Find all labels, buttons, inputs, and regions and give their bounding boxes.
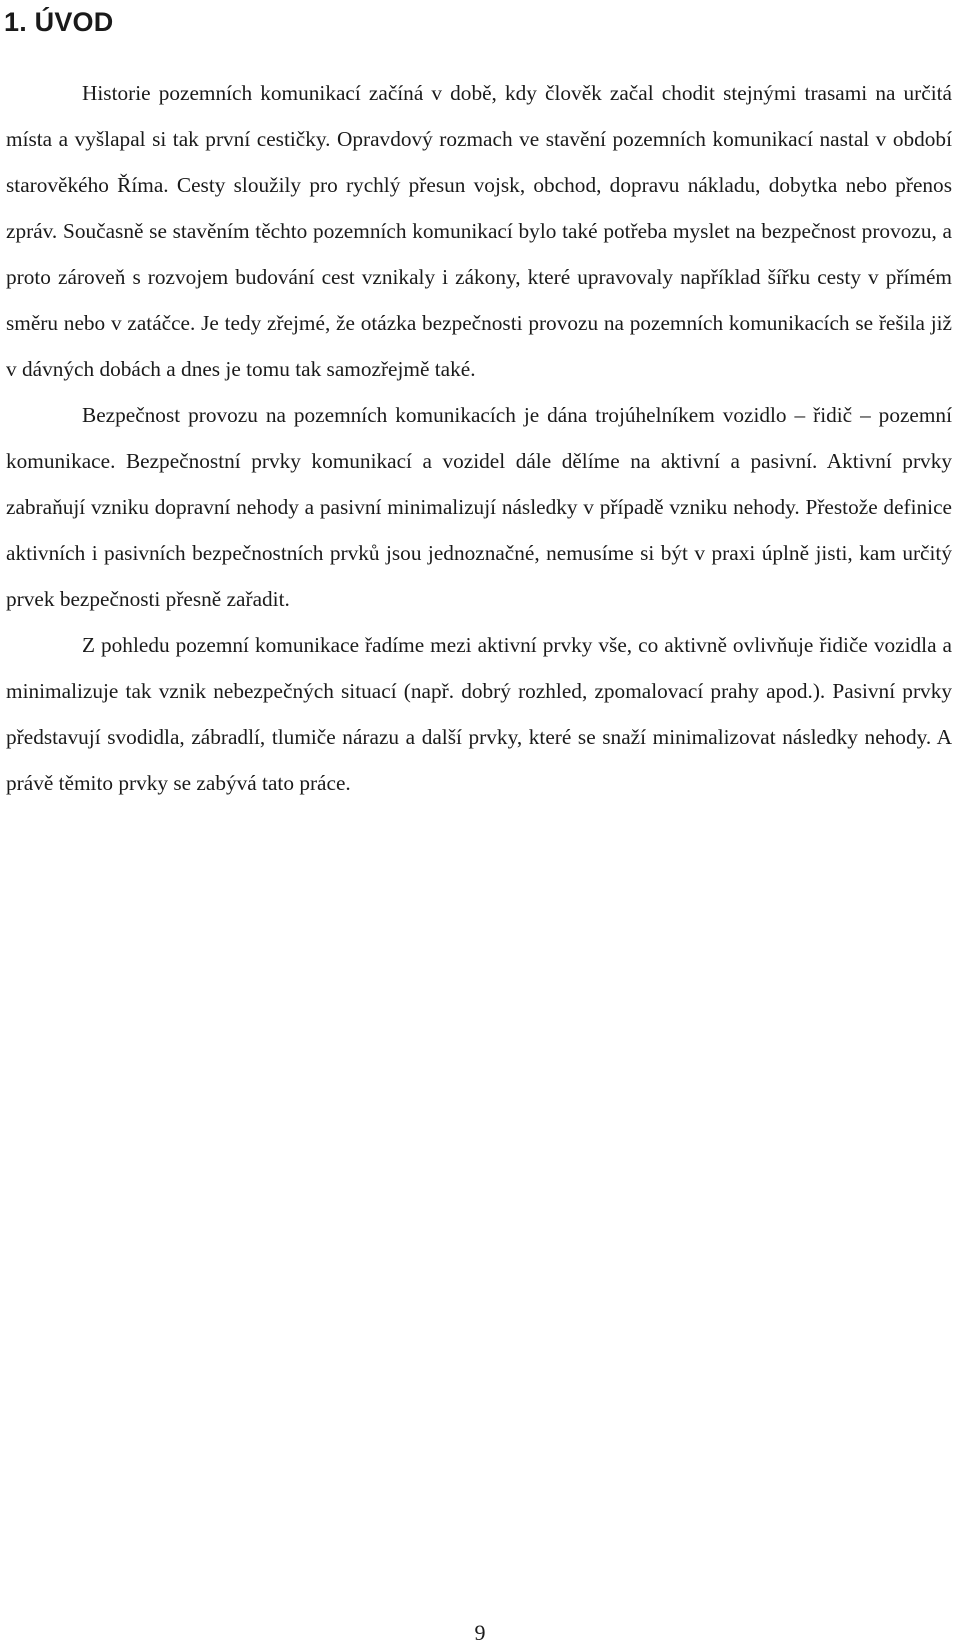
paragraph-safety-triangle: Bezpečnost provozu na pozemních komunikacích je dána trojúhelníkem vozidlo – řidič – pozemní komunikace. Bezpečnostní prvky komunikací a vozidel dále dělíme na aktivní a pasivní. Aktivní prvky zabraňují vzniku dopravní nehody a pasivní minimalizují následky v případě vzniku nehody. Přestože definice aktivních i pasivních bezpečnostních prvků jsou jednoznačné, nemusíme si být v praxi úplně jisti, kam určitý prvek bezpečnosti přesně zařadit.: [6, 403, 952, 611]
paragraph-active-passive-elements: Z pohledu pozemní komunikace řadíme mezi aktivní prvky vše, co aktivně ovlivňuje řidiče vozidla a minimalizuje tak vznik nebezpečných situací (např. dobrý rozhled, zpomalovací prahy apod.). Pasivní prvky představují svodidla, zábradlí, tlumiče nárazu a další prvky, které se snaží minimalizovat následky nehody. A právě těmito prvky se zabývá tato práce.: [6, 633, 952, 795]
page-number: 9: [474, 1620, 486, 1645]
chapter-heading: 1. ÚVOD: [4, 7, 114, 37]
paragraph-history: Historie pozemních komunikací začíná v době, kdy člověk začal chodit stejnými trasami na určitá místa a vyšlapal si tak první cestičky. Opravdový rozmach ve stavění pozemních komunikací nastal v období starověkého Říma. Cesty sloužily pro rychlý přesun vojsk, obchod, dopravu nákladu, dobytka nebo přenos zpráv. Současně se stavěním těchto pozemních komunikací bylo také potřeba myslet na bezpečnost provozu, a proto zároveň s rozvojem budování cest vznikaly i zákony, které upravovaly například šířku cesty v přímém směru nebo v zatáčce. Je tedy zřejmé, že otázka bezpečnosti provozu na pozemních komunikacích se řešila již v dávných dobách a dnes je tomu tak samozřejmě také.: [6, 81, 952, 381]
chapter-body: [6, 70, 952, 806]
